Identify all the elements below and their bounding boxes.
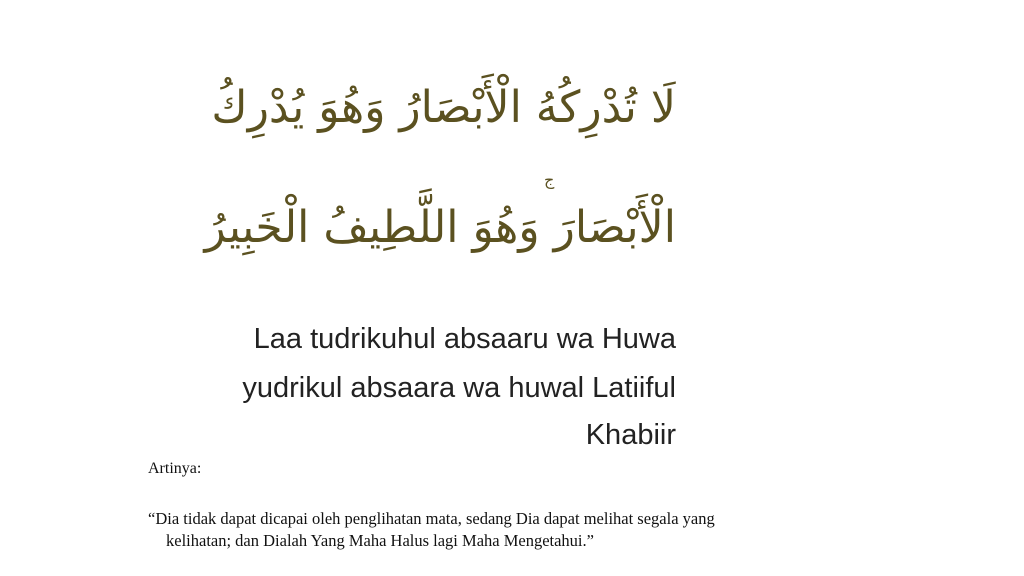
arabic-verse-line-1: لَا تُدْرِكُهُ الْأَبْصَارُ وَهُوَ يُدْرِكُ <box>211 82 676 133</box>
translation-line-2: kelihatan; dan Dialah Yang Maha Halus lagi Maha Mengetahui.” <box>166 531 594 550</box>
transliteration-line-1: Laa tudrikuhul absaaru wa Huwa <box>253 323 676 355</box>
translation-text <box>148 508 888 552</box>
transliteration-line-2: yudrikul absaara wa huwal Latiiful <box>242 372 676 404</box>
arabic-verse-line-2: الْأَبْصَارَ وَهُوَ اللَّطِيفُ الْخَبِيرُ <box>204 202 676 253</box>
waqf-mark: ج <box>544 170 555 189</box>
transliteration-line-3: Khabiir <box>585 419 676 451</box>
translation-line-1: “Dia tidak dapat dicapai oleh penglihatan mata, sedang Dia dapat melihat segala yang <box>148 509 715 528</box>
translation-label: Artinya: <box>148 460 202 477</box>
